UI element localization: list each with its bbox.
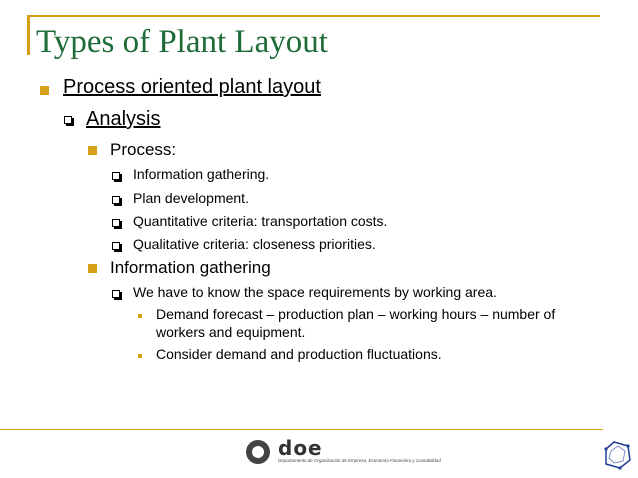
sub-item: Consider demand and production fluctuations. bbox=[156, 346, 442, 362]
sub-bullet-icon bbox=[138, 354, 142, 358]
level2-checkbox-icon bbox=[64, 116, 72, 124]
process-item-checkbox-icon bbox=[112, 242, 120, 250]
sub-item-continuation: workers and equipment. bbox=[156, 324, 306, 340]
corner-badge-icon bbox=[602, 440, 632, 470]
info-heading: Information gathering bbox=[110, 258, 271, 277]
level2-item: Analysis bbox=[86, 108, 161, 130]
process-item-checkbox-icon bbox=[112, 172, 120, 180]
logo-circle-icon bbox=[246, 440, 270, 464]
process-item: Qualitative criteria: closeness priorities. bbox=[133, 236, 376, 252]
sub-bullet-icon bbox=[138, 314, 142, 318]
level1-bullet-icon bbox=[40, 86, 49, 95]
logo-text: doe bbox=[278, 436, 323, 460]
slide-title: Types of Plant Layout bbox=[36, 24, 328, 60]
process-item: Information gathering. bbox=[133, 166, 270, 182]
process-item-checkbox-icon bbox=[112, 219, 120, 227]
title-accent-bar bbox=[27, 15, 30, 55]
sub-item: Demand forecast – production plan – working hours – number of bbox=[156, 306, 556, 322]
logo-subtitle: Departamento de Organización de Empresa, Economía Financiera y Contabilidad bbox=[278, 458, 441, 463]
info-bullet-icon bbox=[88, 264, 97, 273]
process-bullet-icon bbox=[88, 146, 97, 155]
process-item: Plan development. bbox=[133, 190, 249, 206]
info-item: We have to know the space requirements by working area. bbox=[133, 284, 497, 300]
info-item-checkbox-icon bbox=[112, 290, 120, 298]
process-item: Quantitative criteria: transportation costs. bbox=[133, 213, 388, 229]
process-item-checkbox-icon bbox=[112, 196, 120, 204]
level1-item: Process oriented plant layout bbox=[63, 76, 321, 98]
department-logo bbox=[246, 438, 466, 466]
top-rule bbox=[27, 15, 600, 17]
process-heading: Process: bbox=[110, 140, 177, 159]
bottom-rule bbox=[0, 429, 603, 430]
